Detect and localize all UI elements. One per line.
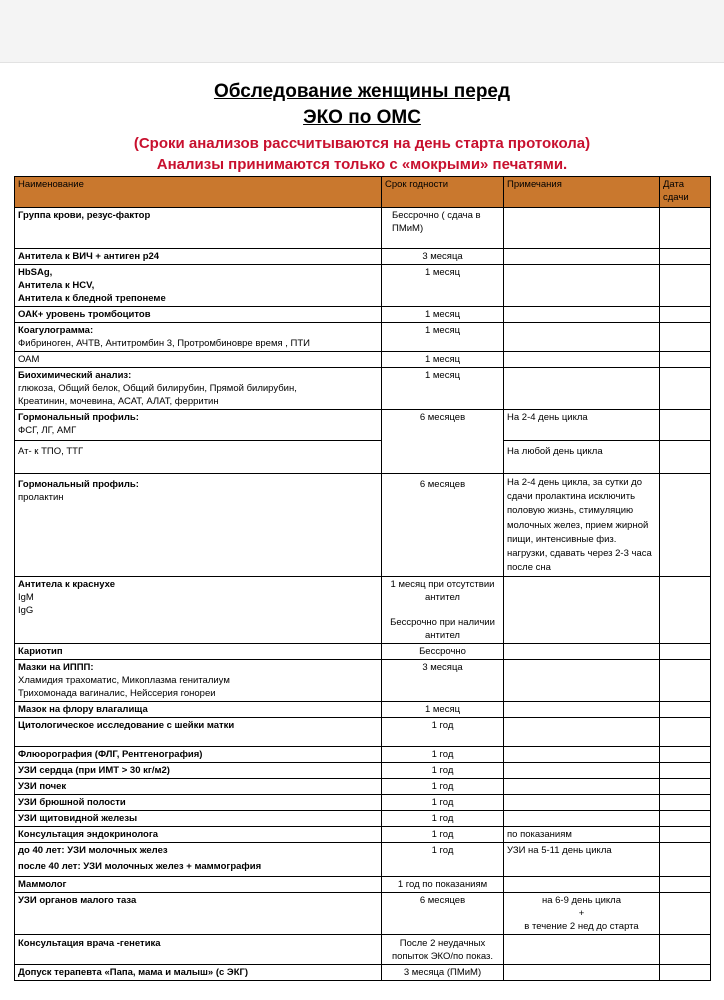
row-date bbox=[660, 827, 711, 843]
row-date bbox=[660, 441, 711, 474]
row-date bbox=[660, 644, 711, 660]
subtitle-line2: Анализы принимаются только с «мокрыми» печатями. bbox=[156, 156, 568, 173]
row-name: Коагулограмма: bbox=[18, 325, 94, 336]
header-date: Дата сдачи bbox=[660, 177, 711, 208]
row-date bbox=[660, 323, 711, 352]
table-row bbox=[15, 577, 711, 644]
row-name: УЗИ щитовидной железы bbox=[18, 813, 138, 825]
row-validity: Бессрочно bbox=[382, 644, 504, 660]
row-detail: пролактин bbox=[18, 492, 64, 503]
row-date bbox=[660, 352, 711, 368]
row-name: Гормональный профиль: bbox=[18, 412, 139, 423]
row-note: На любой день цикла bbox=[504, 441, 660, 474]
row-note bbox=[504, 747, 660, 763]
row-validity: 6 месяцев bbox=[382, 893, 504, 935]
row-name: Ат- к ТПО, ТТГ bbox=[18, 446, 84, 457]
table-row bbox=[15, 323, 711, 352]
row-date bbox=[660, 410, 711, 441]
row-name: ОАК+ уровень тромбоцитов bbox=[18, 309, 151, 320]
table-row bbox=[15, 702, 711, 718]
page-title-line2: ЭКО по ОМС bbox=[303, 107, 421, 128]
row-name: Флюорография (ФЛГ, Рентгенография) bbox=[18, 749, 203, 761]
row-validity: 3 месяца (ПМиМ) bbox=[382, 965, 504, 981]
row-date bbox=[660, 474, 711, 577]
top-divider bbox=[0, 62, 724, 63]
row-date bbox=[660, 843, 711, 877]
row-name: Мазок на флору влагалища bbox=[18, 704, 148, 716]
row-name: Антитела к HCV, bbox=[18, 280, 95, 291]
table-row bbox=[15, 747, 711, 763]
row-name: Маммолог bbox=[18, 879, 67, 891]
row-validity: 1 год bbox=[382, 811, 504, 827]
row-validity: 1 год по показаниям bbox=[382, 877, 504, 893]
row-detail: IgM bbox=[18, 592, 34, 604]
row-detail: Креатинин, мочевина, АСАТ, АЛАТ, ферритин bbox=[18, 396, 219, 407]
row-date bbox=[660, 265, 711, 307]
row-validity: После 2 неудачных попыток ЭКО/по показ. bbox=[382, 935, 504, 965]
row-note bbox=[504, 208, 660, 249]
row-note bbox=[504, 644, 660, 660]
row-validity: 1 месяц bbox=[382, 265, 504, 307]
row-note bbox=[504, 965, 660, 981]
row-date bbox=[660, 368, 711, 410]
row-validity: 1 месяц при отсутствии антител bbox=[390, 579, 495, 604]
row-note bbox=[504, 779, 660, 795]
table-row bbox=[15, 811, 711, 827]
row-validity: 3 месяца bbox=[382, 249, 504, 265]
row-validity: 1 год bbox=[382, 779, 504, 795]
row-note bbox=[504, 763, 660, 779]
table-row bbox=[15, 827, 711, 843]
row-name: УЗИ сердца (при ИМТ > 30 кг/м2) bbox=[18, 765, 170, 777]
table-row bbox=[15, 763, 711, 779]
row-date bbox=[660, 893, 711, 935]
row-date bbox=[660, 965, 711, 981]
row-validity: 1 год bbox=[382, 718, 504, 747]
header-name: Наименование bbox=[15, 177, 382, 208]
row-name: Кариотип bbox=[18, 646, 63, 658]
row-detail: Трихомонада вагиналис, Нейссерия гонореи bbox=[18, 688, 216, 700]
row-name: Антитела к бледной трепонеме bbox=[18, 293, 166, 304]
row-name: Допуск терапевта «Папа, мама и малыш» (с ЭКГ) bbox=[18, 967, 249, 979]
table-row bbox=[15, 644, 711, 660]
subtitle-line1: (Сроки анализов рассчитываются на день старта протокола) bbox=[133, 135, 591, 152]
top-bar bbox=[0, 0, 724, 62]
row-date bbox=[660, 779, 711, 795]
row-date bbox=[660, 208, 711, 249]
row-name: после 40 лет: УЗИ молочных желез + маммография bbox=[18, 861, 262, 873]
row-date bbox=[660, 660, 711, 702]
table-row bbox=[15, 265, 711, 307]
row-name: Биохимический анализ: bbox=[18, 370, 132, 381]
row-note: на 6-9 день цикла bbox=[541, 895, 622, 907]
row-detail: глюкоза, Общий белок, Общий билирубин, Прямой билирубин, bbox=[18, 383, 297, 394]
row-date bbox=[660, 877, 711, 893]
row-name: Мазки на ИППП: bbox=[18, 662, 94, 674]
row-note bbox=[504, 368, 660, 410]
row-validity: Бессрочно при наличии антител bbox=[390, 617, 495, 642]
row-detail: Хламидия трахоматис, Микоплазма гениталиум bbox=[18, 675, 230, 687]
row-detail: IgG bbox=[18, 605, 34, 617]
row-date bbox=[660, 249, 711, 265]
row-date bbox=[660, 935, 711, 965]
page-title-line1: Обследование женщины перед bbox=[213, 81, 511, 102]
row-note bbox=[504, 307, 660, 323]
table-row bbox=[15, 208, 711, 249]
row-validity: 1 месяц bbox=[382, 368, 504, 410]
header-notes: Примечания bbox=[504, 177, 660, 208]
row-note bbox=[504, 249, 660, 265]
row-validity: 1 год bbox=[382, 795, 504, 811]
row-validity: 1 год bbox=[382, 827, 504, 843]
row-note bbox=[504, 323, 660, 352]
row-note bbox=[504, 795, 660, 811]
row-note bbox=[504, 265, 660, 307]
table-row bbox=[15, 441, 711, 474]
table-row bbox=[15, 893, 711, 935]
row-validity: 1 месяц bbox=[382, 323, 504, 352]
row-name: Консультация эндокринолога bbox=[18, 829, 159, 841]
exam-table bbox=[14, 176, 711, 981]
row-name: HbSAg, bbox=[18, 267, 53, 278]
table-row bbox=[15, 718, 711, 747]
row-validity: Бессрочно ( сдача в ПМиМ) bbox=[382, 208, 504, 249]
row-name: УЗИ органов малого таза bbox=[18, 895, 137, 907]
row-date bbox=[660, 307, 711, 323]
table-row bbox=[15, 368, 711, 410]
row-note bbox=[504, 577, 660, 644]
row-note: + bbox=[578, 908, 585, 920]
row-note: в течение 2 нед до старта bbox=[524, 921, 639, 933]
row-validity: 1 месяц bbox=[382, 352, 504, 368]
row-name: Гормональный профиль: bbox=[18, 479, 139, 490]
row-validity: 6 месяцев bbox=[382, 474, 504, 577]
row-detail: Фибриноген, АЧТВ, Антитромбин 3, Протромбиновре время , ПТИ bbox=[18, 338, 311, 349]
row-name: Антитела к ВИЧ + антиген р24 bbox=[18, 251, 160, 262]
row-validity: 6 месяцев bbox=[382, 410, 504, 474]
row-name: УЗИ почек bbox=[18, 781, 67, 793]
table-row bbox=[15, 660, 711, 702]
row-name: Консультация врача -генетика bbox=[18, 938, 161, 950]
row-note bbox=[504, 718, 660, 747]
table-row bbox=[15, 877, 711, 893]
row-name: Группа крови, резус-фактор bbox=[18, 210, 151, 221]
row-note: по показаниям bbox=[504, 827, 660, 843]
row-date bbox=[660, 811, 711, 827]
table-row bbox=[15, 410, 711, 441]
table-row bbox=[15, 795, 711, 811]
table-row bbox=[15, 474, 711, 577]
row-validity: 1 месяц bbox=[382, 702, 504, 718]
row-validity: 1 год bbox=[382, 747, 504, 763]
row-note bbox=[504, 877, 660, 893]
row-name: УЗИ брюшной полости bbox=[18, 797, 126, 809]
row-note bbox=[504, 660, 660, 702]
row-date bbox=[660, 577, 711, 644]
row-date bbox=[660, 702, 711, 718]
row-note bbox=[504, 352, 660, 368]
table-row bbox=[15, 779, 711, 795]
header-validity: Срок годности bbox=[382, 177, 504, 208]
row-date bbox=[660, 763, 711, 779]
table-header-row bbox=[15, 177, 711, 208]
row-name: Цитологическое исследование с шейки матки bbox=[18, 720, 235, 732]
row-date bbox=[660, 795, 711, 811]
row-name: до 40 лет: УЗИ молочных желез bbox=[18, 845, 168, 857]
row-validity: 3 месяца bbox=[382, 660, 504, 702]
table-row bbox=[15, 843, 711, 877]
row-note bbox=[504, 811, 660, 827]
row-validity: 1 год bbox=[382, 843, 504, 877]
row-validity: 1 месяц bbox=[382, 307, 504, 323]
row-note: На 2-4 день цикла, за сутки до сдачи пролактина исключить половую жизнь, стимуляцию молочных желез, прием жирной пищи, интенсивные физ. нагрузки, сдавать через 2-3 часа после сна bbox=[504, 474, 660, 577]
row-name: ОАМ bbox=[18, 354, 40, 365]
row-date bbox=[660, 747, 711, 763]
row-note: УЗИ на 5-11 день цикла bbox=[504, 843, 660, 877]
row-date bbox=[660, 718, 711, 747]
table-row bbox=[15, 352, 711, 368]
row-note: На 2-4 день цикла bbox=[504, 410, 660, 441]
row-note bbox=[504, 935, 660, 965]
row-validity: 1 год bbox=[382, 763, 504, 779]
table-row bbox=[15, 307, 711, 323]
row-name: Антитела к краснухе bbox=[18, 579, 115, 591]
table-row bbox=[15, 249, 711, 265]
table-row bbox=[15, 935, 711, 965]
row-note bbox=[504, 702, 660, 718]
table-row bbox=[15, 965, 711, 981]
row-detail: ФСГ, ЛГ, АМГ bbox=[18, 425, 77, 436]
